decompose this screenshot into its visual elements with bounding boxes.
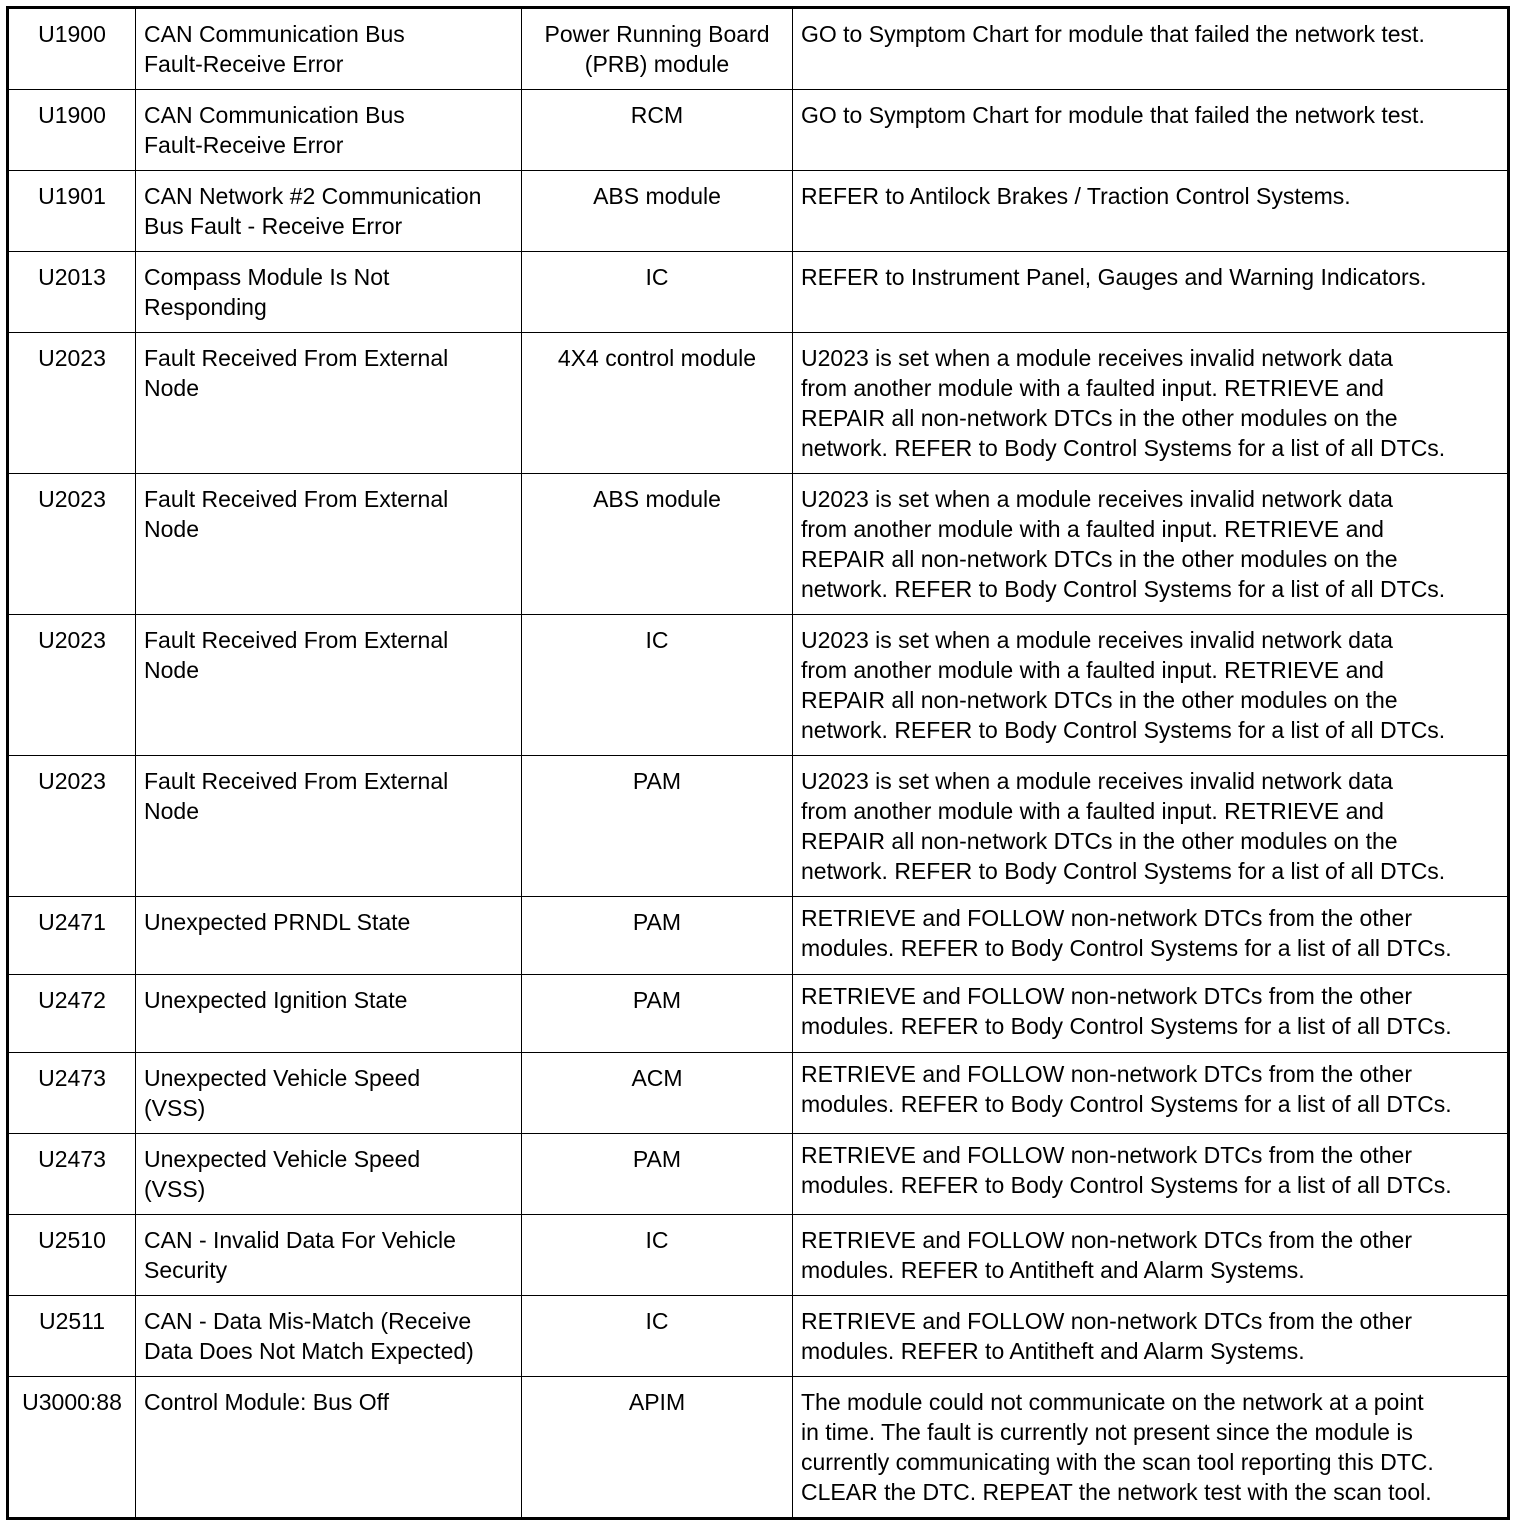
dtc-description: CAN - Invalid Data For Vehicle Security	[136, 1215, 522, 1296]
table-row	[8, 975, 1509, 1053]
table-row	[8, 615, 1509, 756]
dtc-module: 4X4 control module	[522, 333, 793, 474]
dtc-code: U2023	[8, 615, 136, 756]
dtc-code: U2013	[8, 252, 136, 333]
dtc-module: IC	[522, 1296, 793, 1377]
table-row	[8, 333, 1509, 474]
dtc-module: ABS module	[522, 171, 793, 252]
dtc-action: GO to Symptom Chart for module that failed the network test.	[793, 8, 1509, 90]
dtc-module: IC	[522, 1215, 793, 1296]
dtc-code: U1900	[8, 90, 136, 171]
dtc-action: RETRIEVE and FOLLOW non-network DTCs from the other modules. REFER to Body Control Systems for a list of all DTCs.	[793, 1134, 1509, 1215]
dtc-module: IC	[522, 252, 793, 333]
table-row	[8, 1053, 1509, 1134]
dtc-code: U2023	[8, 474, 136, 615]
dtc-description: Fault Received From External Node	[136, 333, 522, 474]
dtc-module: PAM	[522, 897, 793, 975]
dtc-action: REFER to Instrument Panel, Gauges and Warning Indicators.	[793, 252, 1509, 333]
table-row	[8, 474, 1509, 615]
dtc-action: U2023 is set when a module receives invalid network data from another module with a faulted input. RETRIEVE and REPAIR all non-network DTCs in the other modules on the network. REFER to Body Control Systems for a list of all DTCs.	[793, 756, 1509, 897]
table-row	[8, 171, 1509, 252]
dtc-description: CAN Network #2 Communication Bus Fault - Receive Error	[136, 171, 522, 252]
dtc-module: PAM	[522, 975, 793, 1053]
dtc-code: U2472	[8, 975, 136, 1053]
dtc-code: U2023	[8, 756, 136, 897]
table-row	[8, 897, 1509, 975]
dtc-description: Fault Received From External Node	[136, 474, 522, 615]
dtc-code: U2473	[8, 1134, 136, 1215]
dtc-code: U2473	[8, 1053, 136, 1134]
dtc-description: Unexpected Vehicle Speed (VSS)	[136, 1053, 522, 1134]
dtc-code: U1901	[8, 171, 136, 252]
dtc-code: U3000:88	[8, 1377, 136, 1519]
dtc-action: U2023 is set when a module receives invalid network data from another module with a faulted input. RETRIEVE and REPAIR all non-network DTCs in the other modules on the network. REFER to Body Control Systems for a list of all DTCs.	[793, 474, 1509, 615]
dtc-action: RETRIEVE and FOLLOW non-network DTCs from the other modules. REFER to Body Control Systems for a list of all DTCs.	[793, 897, 1509, 975]
dtc-module: ABS module	[522, 474, 793, 615]
table-row	[8, 1134, 1509, 1215]
dtc-description: Compass Module Is Not Responding	[136, 252, 522, 333]
dtc-code: U1900	[8, 8, 136, 90]
dtc-module: RCM	[522, 90, 793, 171]
dtc-description: CAN - Data Mis-Match (Receive Data Does Not Match Expected)	[136, 1296, 522, 1377]
dtc-description: Fault Received From External Node	[136, 756, 522, 897]
dtc-module: Power Running Board (PRB) module	[522, 8, 793, 90]
dtc-module: ACM	[522, 1053, 793, 1134]
dtc-code: U2471	[8, 897, 136, 975]
dtc-module: APIM	[522, 1377, 793, 1519]
table-row	[8, 252, 1509, 333]
dtc-action: GO to Symptom Chart for module that failed the network test.	[793, 90, 1509, 171]
dtc-code: U2023	[8, 333, 136, 474]
dtc-action: RETRIEVE and FOLLOW non-network DTCs from the other modules. REFER to Body Control Systems for a list of all DTCs.	[793, 1053, 1509, 1134]
dtc-description: Unexpected PRNDL State	[136, 897, 522, 975]
dtc-description: Unexpected Vehicle Speed (VSS)	[136, 1134, 522, 1215]
dtc-description: Unexpected Ignition State	[136, 975, 522, 1053]
dtc-module: PAM	[522, 1134, 793, 1215]
dtc-code: U2511	[8, 1296, 136, 1377]
dtc-description: Fault Received From External Node	[136, 615, 522, 756]
dtc-action: RETRIEVE and FOLLOW non-network DTCs from the other modules. REFER to Body Control Systems for a list of all DTCs.	[793, 975, 1509, 1053]
table-row	[8, 8, 1509, 90]
table-row	[8, 1296, 1509, 1377]
dtc-action: U2023 is set when a module receives invalid network data from another module with a faulted input. RETRIEVE and REPAIR all non-network DTCs in the other modules on the network. REFER to Body Control Systems for a list of all DTCs.	[793, 615, 1509, 756]
dtc-action: RETRIEVE and FOLLOW non-network DTCs from the other modules. REFER to Antitheft and Alarm Systems.	[793, 1296, 1509, 1377]
dtc-action: RETRIEVE and FOLLOW non-network DTCs from the other modules. REFER to Antitheft and Alarm Systems.	[793, 1215, 1509, 1296]
table-row	[8, 756, 1509, 897]
table-row	[8, 1377, 1509, 1519]
table-row	[8, 90, 1509, 171]
dtc-description: Control Module: Bus Off	[136, 1377, 522, 1519]
dtc-module: PAM	[522, 756, 793, 897]
dtc-description: CAN Communication Bus Fault-Receive Error	[136, 8, 522, 90]
dtc-module: IC	[522, 615, 793, 756]
dtc-action: REFER to Antilock Brakes / Traction Control Systems.	[793, 171, 1509, 252]
dtc-action: The module could not communicate on the network at a point in time. The fault is currently not present since the module is currently communicating with the scan tool reporting this DTC. CLEAR the DTC. REPEAT the network test with the scan tool.	[793, 1377, 1509, 1519]
dtc-table	[6, 6, 1510, 1520]
dtc-description: CAN Communication Bus Fault-Receive Error	[136, 90, 522, 171]
dtc-action: U2023 is set when a module receives invalid network data from another module with a faulted input. RETRIEVE and REPAIR all non-network DTCs in the other modules on the network. REFER to Body Control Systems for a list of all DTCs.	[793, 333, 1509, 474]
dtc-code: U2510	[8, 1215, 136, 1296]
table-row	[8, 1215, 1509, 1296]
